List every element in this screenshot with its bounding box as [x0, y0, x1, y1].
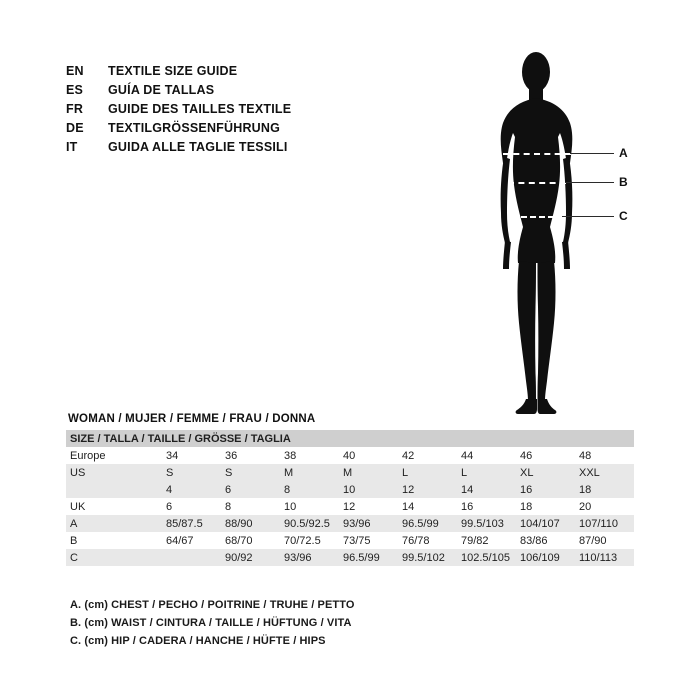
table-header-row — [66, 430, 634, 447]
cell: 107/110 — [575, 515, 634, 532]
waist-measure-line — [508, 182, 566, 184]
cell: 96.5/99 — [398, 515, 457, 532]
note-waist: B. (cm) WAIST / CINTURA / TAILLE / HÜFTUNG / VITA — [70, 617, 352, 629]
language-title: TEXTILGRÖSSENFÜHRUNG — [108, 121, 281, 135]
cell: 38 — [280, 447, 339, 464]
cell: 99.5/102 — [398, 549, 457, 566]
cell — [162, 549, 221, 566]
language-code: EN — [66, 64, 84, 78]
cell: 18 — [516, 498, 575, 515]
cell: 85/87.5 — [162, 515, 221, 532]
language-row — [66, 119, 486, 138]
woman-figure — [470, 45, 650, 425]
chest-measure-line — [503, 153, 571, 155]
cell: 83/86 — [516, 532, 575, 549]
cell: 90/92 — [221, 549, 280, 566]
cell: 44 — [457, 447, 516, 464]
cell: 20 — [575, 498, 634, 515]
cell: 6 — [162, 498, 221, 515]
cell: 34 — [162, 447, 221, 464]
waist-leader-line — [565, 182, 614, 183]
size-table — [66, 430, 634, 566]
language-code: DE — [66, 121, 84, 135]
row-label: Europe — [66, 447, 162, 464]
language-row — [66, 100, 486, 119]
cell: 106/109 — [516, 549, 575, 566]
cell: S — [221, 464, 280, 481]
cell: M — [339, 464, 398, 481]
cell: 14 — [398, 498, 457, 515]
language-title: GUÍA DE TALLAS — [108, 83, 215, 97]
chest-label-a: A — [619, 146, 628, 160]
row-label: A — [66, 515, 162, 532]
cell: 12 — [398, 481, 457, 498]
cell: 8 — [221, 498, 280, 515]
cell: 16 — [457, 498, 516, 515]
cell: 16 — [516, 481, 575, 498]
cell: 99.5/103 — [457, 515, 516, 532]
cell: 42 — [398, 447, 457, 464]
hip-measure-line — [512, 216, 563, 218]
hip-label-c: C — [619, 209, 628, 223]
chest-leader-line — [570, 153, 614, 154]
cell: 102.5/105 — [457, 549, 516, 566]
cell: 36 — [221, 447, 280, 464]
cell: 110/113 — [575, 549, 634, 566]
cell: 104/107 — [516, 515, 575, 532]
cell: 10 — [280, 498, 339, 515]
cell: XL — [516, 464, 575, 481]
table-row — [66, 464, 634, 481]
row-label: C — [66, 549, 162, 566]
table-row — [66, 498, 634, 515]
cell: 14 — [457, 481, 516, 498]
cell: 64/67 — [162, 532, 221, 549]
table-row — [66, 481, 634, 498]
cell: L — [398, 464, 457, 481]
language-code: ES — [66, 83, 84, 97]
language-title: GUIDE DES TAILLES TEXTILE — [108, 102, 292, 116]
cell: 4 — [162, 481, 221, 498]
table-group-title: WOMAN / MUJER / FEMME / FRAU / DONNA — [68, 413, 316, 425]
language-title: GUIDA ALLE TAGLIE TESSILI — [108, 140, 288, 154]
cell: XXL — [575, 464, 634, 481]
row-label: B — [66, 532, 162, 549]
note-hip: C. (cm) HIP / CADERA / HANCHE / HÜFTE / HIPS — [70, 635, 326, 647]
language-code: IT — [66, 140, 78, 154]
cell: 93/96 — [280, 549, 339, 566]
measurement-notes — [70, 596, 590, 650]
table-row — [66, 515, 634, 532]
table-header-label: SIZE / TALLA / TAILLE / GRÖSSE / TAGLIA — [66, 430, 634, 447]
cell: S — [162, 464, 221, 481]
cell: 10 — [339, 481, 398, 498]
cell: 88/90 — [221, 515, 280, 532]
language-row — [66, 138, 486, 157]
woman-silhouette-icon — [470, 45, 650, 425]
size-table-block — [66, 413, 634, 566]
language-row — [66, 62, 486, 81]
cell: 93/96 — [339, 515, 398, 532]
waist-label-b: B — [619, 175, 628, 189]
cell: 6 — [221, 481, 280, 498]
cell: 96.5/99 — [339, 549, 398, 566]
cell: 87/90 — [575, 532, 634, 549]
cell: 12 — [339, 498, 398, 515]
cell: 8 — [280, 481, 339, 498]
cell: 79/82 — [457, 532, 516, 549]
cell: 40 — [339, 447, 398, 464]
cell: 73/75 — [339, 532, 398, 549]
cell: 70/72.5 — [280, 532, 339, 549]
cell: 18 — [575, 481, 634, 498]
language-row — [66, 81, 486, 100]
row-label — [66, 481, 162, 498]
hip-leader-line — [562, 216, 614, 217]
cell: 48 — [575, 447, 634, 464]
language-title: TEXTILE SIZE GUIDE — [108, 64, 238, 78]
cell: 46 — [516, 447, 575, 464]
cell: M — [280, 464, 339, 481]
cell: 76/78 — [398, 532, 457, 549]
language-title-block — [66, 62, 486, 157]
table-row — [66, 549, 634, 566]
table-row — [66, 447, 634, 464]
cell: 90.5/92.5 — [280, 515, 339, 532]
table-row — [66, 532, 634, 549]
note-chest: A. (cm) CHEST / PECHO / POITRINE / TRUHE / PETTO — [70, 599, 355, 611]
row-label: US — [66, 464, 162, 481]
cell: L — [457, 464, 516, 481]
language-code: FR — [66, 102, 84, 116]
cell: 68/70 — [221, 532, 280, 549]
row-label: UK — [66, 498, 162, 515]
